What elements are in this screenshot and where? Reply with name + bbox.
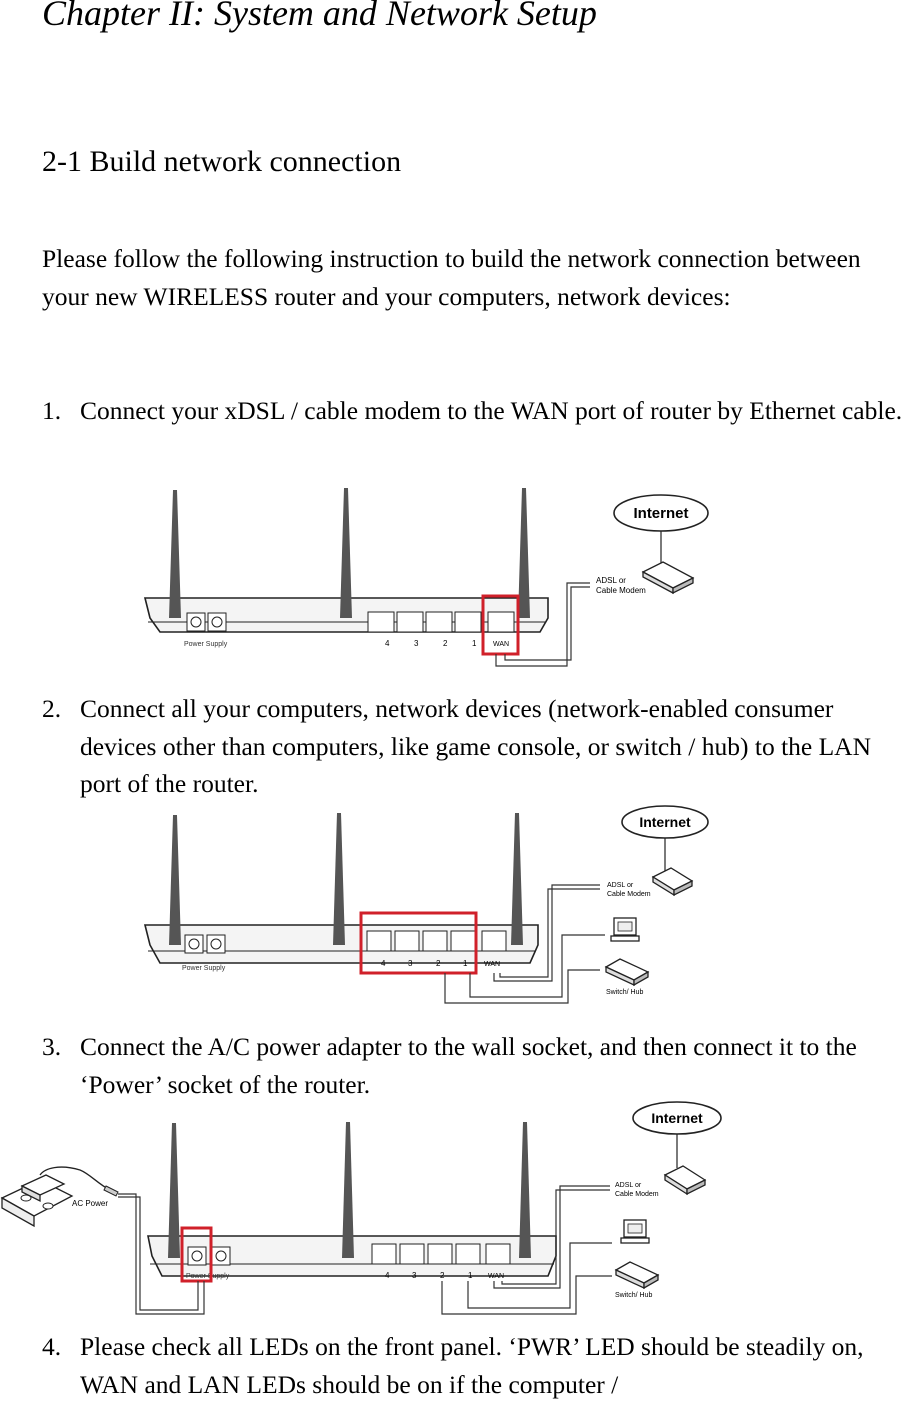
port-label: 1 xyxy=(463,959,468,968)
port-label: 4 xyxy=(381,959,386,968)
diagram-wan-connection xyxy=(0,480,903,680)
antenna-middle xyxy=(340,488,352,618)
port-label: 4 xyxy=(385,1271,390,1280)
wan-label: WAN xyxy=(488,1273,505,1280)
step-number: 3. xyxy=(42,1032,62,1061)
port-label: 3 xyxy=(408,959,413,968)
antenna-middle xyxy=(333,813,345,945)
antenna-right xyxy=(519,1122,531,1258)
step-text: Connect your xDSL / cable modem to the WAN port of router by Ethernet cable. xyxy=(80,396,903,425)
switch-hub-icon xyxy=(616,1262,658,1288)
section-title: 2-1 Build network connection xyxy=(42,145,402,178)
antenna-left xyxy=(168,1123,180,1258)
computer-icon xyxy=(611,918,639,941)
port-label: 3 xyxy=(412,1271,417,1280)
ac-power-adapter xyxy=(2,1167,118,1226)
modem-icon xyxy=(643,562,693,593)
wan-label: WAN xyxy=(484,961,501,968)
step-text: Connect the A/C power adapter to the wall socket, and then connect it to the ‘Power’ socket of the router. xyxy=(80,1032,857,1099)
modem-label: ADSL or xyxy=(615,1182,642,1189)
internet-label: Internet xyxy=(633,505,689,522)
port-label: 1 xyxy=(468,1271,473,1280)
router-rear-panel xyxy=(145,813,538,972)
port-label: 2 xyxy=(443,639,448,648)
antenna-right xyxy=(518,488,530,618)
ac-power-label: AC Power xyxy=(72,1199,109,1208)
step-text: Please check all LEDs on the front panel. ‘PWR’ LED should be steadily on, WAN and LAN LEDs should be on if the computer / xyxy=(80,1332,864,1399)
port-label: 2 xyxy=(440,1271,445,1280)
modem-label: ADSL or xyxy=(596,576,626,585)
modem-label: Cable Modem xyxy=(607,891,651,898)
switch-label: Switch/ Hub xyxy=(606,989,644,996)
step-text: Connect all your computers, network devices (network-enabled consumer devices other than computers, like game console, or switch / hub) to the LAN port of the router. xyxy=(80,694,871,798)
antenna-right xyxy=(511,813,523,945)
step-number: 1. xyxy=(42,396,62,425)
antenna-middle xyxy=(342,1122,354,1258)
port-label: 4 xyxy=(385,639,390,648)
antenna-left xyxy=(169,815,181,945)
modem-label: ADSL or xyxy=(607,882,634,889)
switch-label: Switch/ Hub xyxy=(615,1292,653,1299)
diagram-power-connection xyxy=(0,1098,903,1320)
wan-label: WAN xyxy=(493,641,510,648)
step-number: 4. xyxy=(42,1332,62,1361)
internet-label: Internet xyxy=(639,814,691,830)
diagram-lan-connection xyxy=(0,805,903,1010)
port-label: 2 xyxy=(436,959,441,968)
modem-label: Cable Modem xyxy=(615,1191,659,1198)
antenna-left xyxy=(169,490,181,618)
intro-paragraph: Please follow the following instruction to build the network connection between your new WIRELESS router and your computers, network devices: xyxy=(42,244,861,311)
router-rear-panel xyxy=(145,488,548,648)
switch-hub-icon xyxy=(606,959,648,985)
power-supply-label: Power Supply xyxy=(186,1273,230,1280)
chapter-title: Chapter II: System and Network Setup xyxy=(42,0,597,33)
modem-icon xyxy=(653,868,692,895)
port-label: 3 xyxy=(414,639,419,648)
port-label: 1 xyxy=(472,639,477,648)
step-number: 2. xyxy=(42,694,62,723)
internet-label: Internet xyxy=(651,1110,703,1126)
modem-label: Cable Modem xyxy=(596,586,646,595)
power-supply-label: Power Supply xyxy=(182,965,226,972)
modem-icon xyxy=(665,1166,705,1194)
power-supply-label: Power Supply xyxy=(184,641,228,648)
router-rear-panel xyxy=(148,1122,556,1280)
computer-icon xyxy=(621,1220,649,1243)
